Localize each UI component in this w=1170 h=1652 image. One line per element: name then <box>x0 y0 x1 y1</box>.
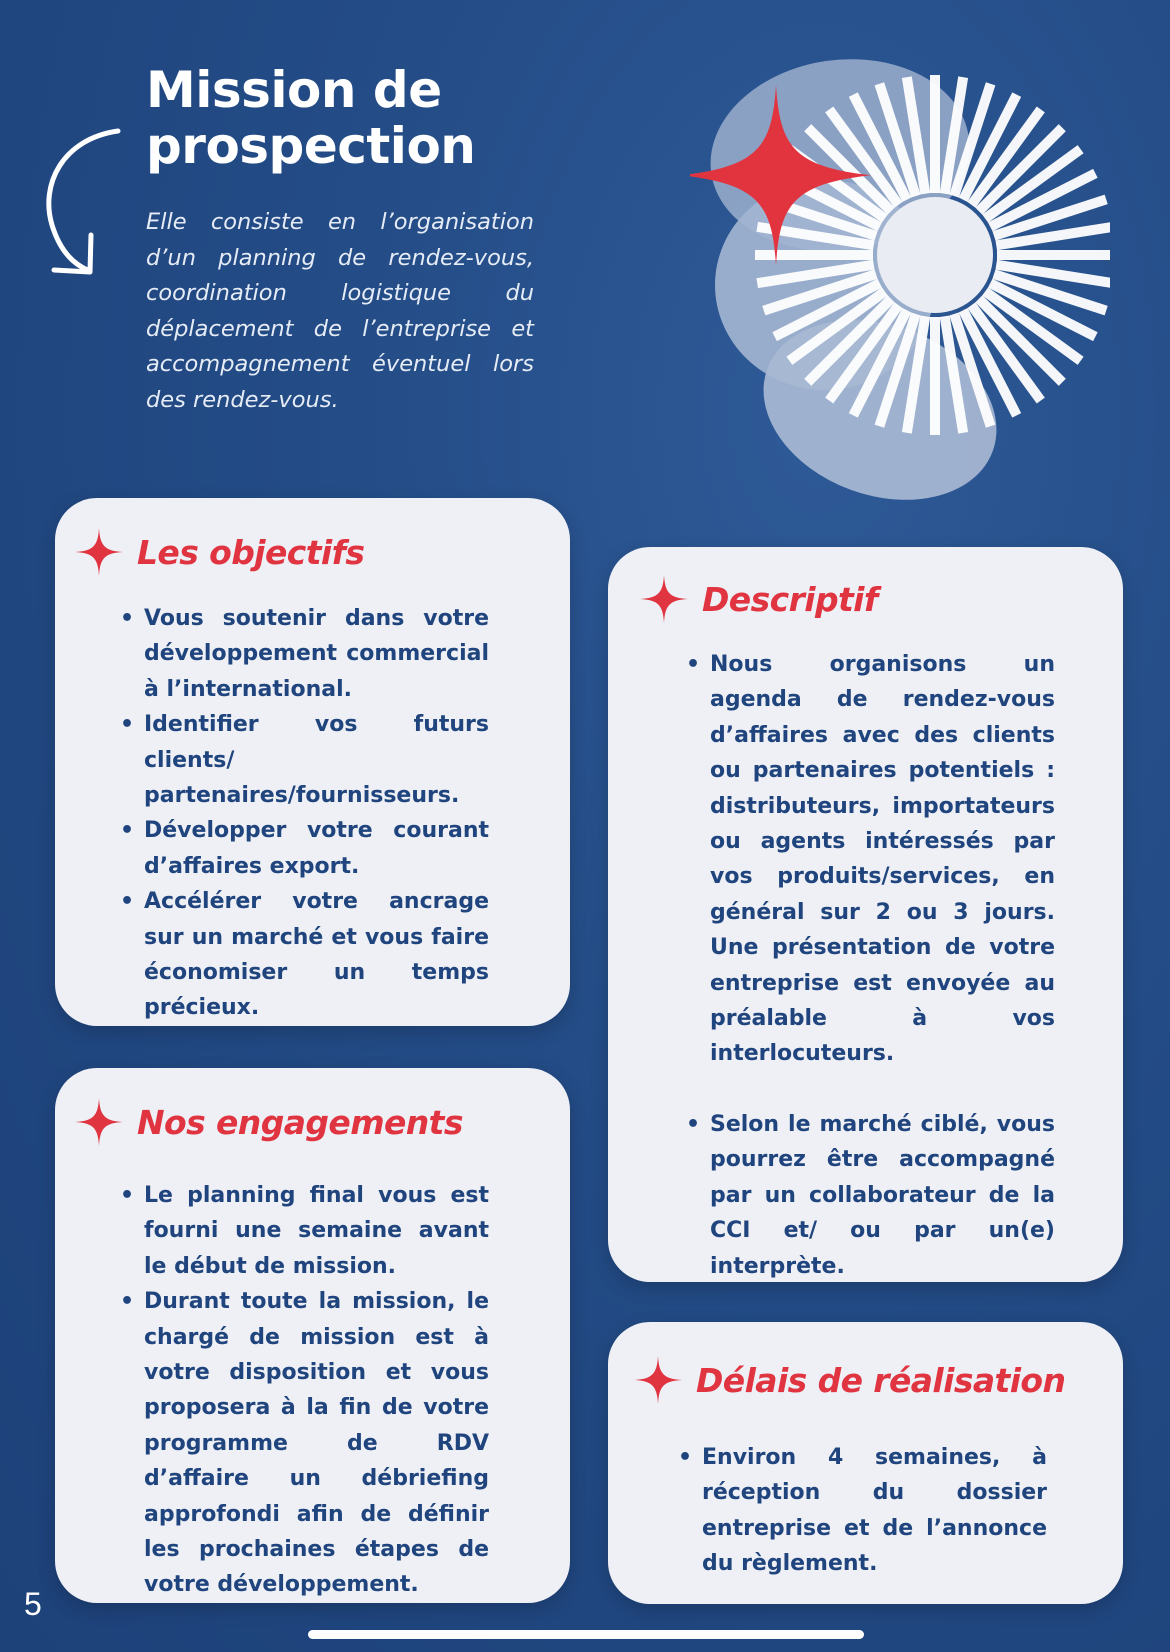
delais-card <box>608 1322 1123 1604</box>
page-number: 5 <box>24 1586 42 1622</box>
list-item: • Nous organisons un agenda de rendez-vous d’affaires avec des clients ou partenaires potentiels : distributeurs, importateurs ou agents intéressés par vos produits/services, en général sur 2 ou 3 jours. Une présentation de votre entreprise est envoyée au préalable à vos interlocuteurs. <box>710 647 1055 1072</box>
curved-arrow-icon <box>40 125 130 280</box>
list-item: • Identifier vos futurs clients/ partenaires/fournisseurs. <box>144 707 489 813</box>
descriptif-card <box>608 547 1123 1282</box>
list-item: • Le planning final vous est fourni une semaine avant le début de mission. <box>144 1178 489 1284</box>
list-item: • Vous soutenir dans votre développement commercial à l’international. <box>144 601 489 707</box>
intro-text: Elle consiste en l’organisation d’un planning de rendez-vous, coordination logistique du déplacement de l’entreprise et accompagnement éventuel lors des rendez-vous. <box>146 209 534 413</box>
list-item: • Durant toute la mission, le chargé de mission est à votre disposition et vous proposera à la fin de votre programme de RDV d’affaire un débriefing approfondi afin de définir les prochaines étapes de votre développement. <box>144 1284 489 1603</box>
page-title: Mission de prospection <box>146 61 476 175</box>
objectifs-card <box>55 498 570 1026</box>
descriptif-list <box>710 647 1055 1284</box>
list-item: • Selon le marché ciblé, vous pourrez être accompagné par un collaborateur de la CCI et/ ou par un(e) interprète. <box>710 1107 1055 1284</box>
descriptif-title: Descriptif <box>702 579 878 619</box>
list-item: • Environ 4 semaines, à réception du dossier entreprise et de l’annonce du règlement. <box>702 1440 1047 1582</box>
sparkle-star-icon <box>632 1354 684 1406</box>
objectifs-list <box>144 601 489 1026</box>
sparkle-star-icon <box>73 1096 125 1148</box>
list-item: • Développer votre courant d’affaires export. <box>144 813 489 884</box>
delais-title: Délais de réalisation <box>696 1360 1066 1400</box>
list-item: • Accélérer votre ancrage sur un marché et vous faire économiser un temps précieux. <box>144 884 489 1026</box>
sparkle-star-icon <box>73 526 125 578</box>
sparkle-star-icon <box>638 573 690 625</box>
objectifs-title: Les objectifs <box>137 532 365 572</box>
engagements-card <box>55 1068 570 1603</box>
home-indicator[interactable] <box>308 1630 864 1639</box>
engagements-list <box>144 1178 489 1603</box>
engagements-title: Nos engagements <box>137 1102 463 1142</box>
sunburst-decoration <box>690 50 1110 500</box>
delais-list <box>702 1440 1047 1582</box>
